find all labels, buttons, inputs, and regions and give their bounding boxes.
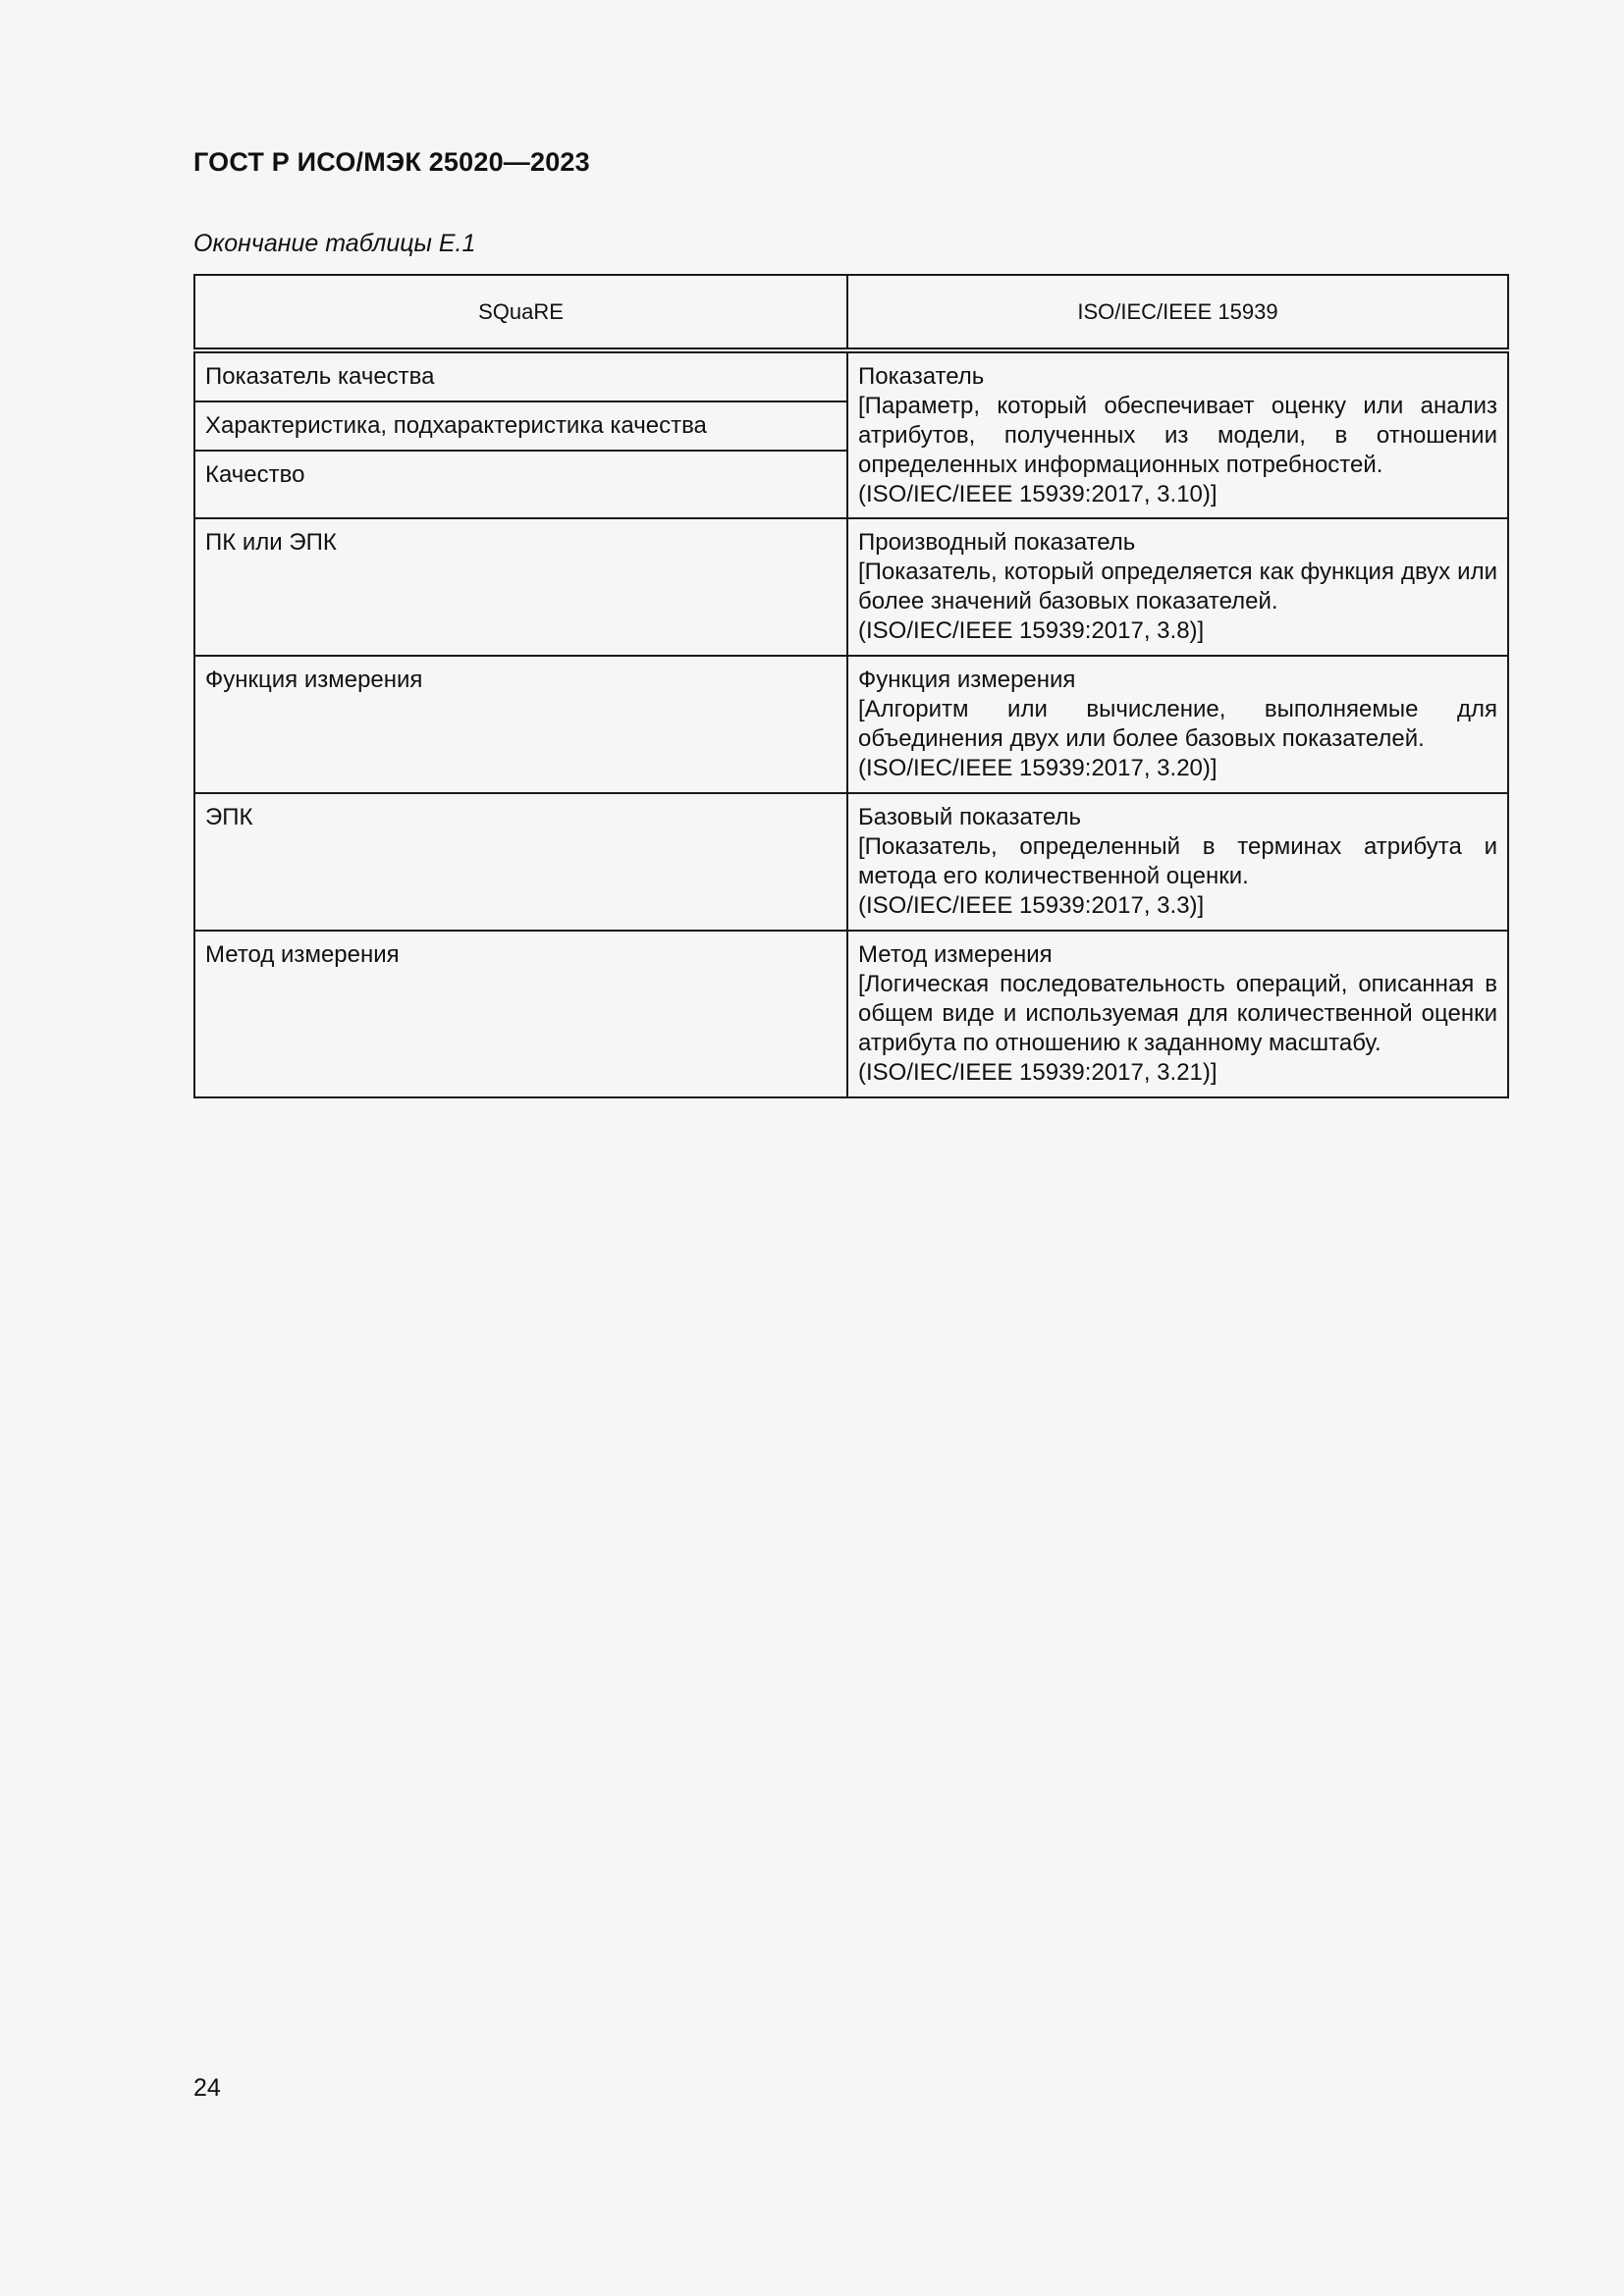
table-header-row (194, 275, 1508, 350)
left-cell (194, 401, 847, 451)
right-cell (847, 931, 1508, 1097)
header-square: SQuaRE (194, 275, 847, 350)
right-term: Производный показатель (858, 529, 1136, 556)
table-row (194, 793, 1508, 931)
standard-title: ГОСТ Р ИСО/МЭК 25020—2023 (193, 147, 590, 177)
left-cell (194, 350, 847, 401)
left-term: Показатель качества (205, 363, 435, 390)
right-term: Метод измерения (858, 941, 1053, 968)
right-source: (ISO/IEC/IEEE 15939:2017, 3.20)] (858, 755, 1218, 781)
right-source: (ISO/IEC/IEEE 15939:2017, 3.3)] (858, 892, 1205, 919)
left-cell (194, 656, 847, 793)
right-term: Базовый показатель (858, 804, 1082, 830)
right-definition: [Показатель, определенный в терминах атрибута и метода его количественной оценки. (858, 833, 1497, 889)
right-source: (ISO/IEC/IEEE 15939:2017, 3.21)] (858, 1059, 1218, 1086)
left-cell (194, 518, 847, 656)
page-number: 24 (193, 2074, 221, 2102)
table-row (194, 518, 1508, 656)
right-cell (847, 793, 1508, 931)
right-definition: [Показатель, который определяется как функция двух или более значений базовых показателей. (858, 559, 1497, 614)
right-source: (ISO/IEC/IEEE 15939:2017, 3.10)] (858, 481, 1218, 507)
left-cell (194, 451, 847, 518)
right-definition: [Логическая последовательность операций, описанная в общем виде и используемая для количественной оценки атрибута по отношению к заданному масштабу. (858, 971, 1497, 1056)
right-cell (847, 656, 1508, 793)
terms-correspondence-table (193, 274, 1509, 1098)
table-row (194, 350, 1508, 401)
header-iso-15939: ISO/IEC/IEEE 15939 (847, 275, 1508, 350)
left-term: ЭПК (205, 804, 253, 830)
right-cell (847, 350, 1508, 518)
table-row (194, 656, 1508, 793)
left-term: Метод измерения (205, 941, 400, 968)
right-cell (847, 518, 1508, 656)
left-term: ПК или ЭПК (205, 529, 337, 556)
right-definition: [Параметр, который обеспечивает оценку или анализ атрибутов, полученных из модели, в отношении определенных информационных потребностей. (858, 393, 1497, 478)
right-definition: [Алгоритм или вычисление, выполняемые для объединения двух или более базовых показателей. (858, 696, 1497, 752)
right-term: Функция измерения (858, 667, 1076, 693)
left-cell (194, 793, 847, 931)
left-term: Качество (205, 460, 305, 488)
left-term: Функция измерения (205, 667, 423, 693)
left-term: Характеристика, подхарактеристика качества (205, 411, 707, 439)
table-caption: Окончание таблицы Е.1 (193, 230, 476, 257)
table-row (194, 931, 1508, 1097)
left-cell (194, 931, 847, 1097)
right-term: Показатель (858, 363, 985, 390)
right-source: (ISO/IEC/IEEE 15939:2017, 3.8)] (858, 617, 1205, 644)
